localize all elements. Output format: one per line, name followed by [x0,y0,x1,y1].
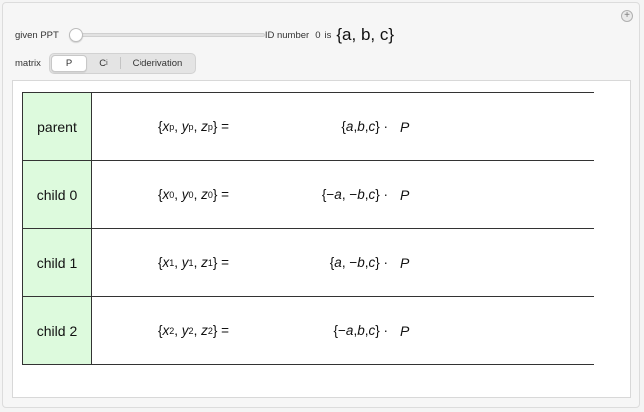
row-label: child 0 [22,161,92,228]
is-text: is [324,29,332,41]
tab-ci-derivation[interactable] [121,55,195,72]
coordinates-expression: { x 0 , y 0 , z 0 } = [158,187,229,202]
id-label: ID number [264,29,310,41]
matrix-symbol: P [400,186,410,203]
tab-p-label: P [65,57,73,69]
tab-ci-sub: i [106,59,108,67]
triple-expression: {− a , − b , c } · [321,187,388,202]
output-panel [12,80,631,398]
coordinates-expression: { x 1 , y 1 , z 1 } = [158,255,229,270]
matrix-symbol: P [400,118,410,135]
table-row [22,229,594,297]
matrix-selector [49,53,196,74]
slider-track[interactable] [69,33,265,37]
tab-p[interactable] [51,55,87,72]
table-row [22,161,594,229]
tab-ci-label: C [99,57,107,69]
matrix-label: matrix [15,57,41,69]
table-row [22,297,594,365]
coordinates-expression: { x p , y p , z p } = [158,119,229,134]
ppt-label: given PPT [15,29,59,41]
matrix-symbol: P [400,322,410,339]
id-value: 0 [315,29,321,41]
tab-ci-derivation-suffix: derivation [141,57,183,69]
coordinates-expression: { x 2 , y 2 , z 2 } = [158,323,229,338]
relation-table [22,92,594,365]
tab-ci[interactable] [87,55,119,72]
row-label: child 2 [22,297,92,364]
tab-ci-derivation-sub: i [139,59,142,67]
ppt-control-row [15,24,394,46]
matrix-control-row [15,52,196,74]
table-row [22,93,594,161]
triple-expression: {− a , b , c } · [333,323,388,338]
plus-icon[interactable]: + [621,10,633,22]
slider-thumb[interactable] [69,28,83,42]
matrix-symbol: P [400,254,410,271]
ppt-triple: {a, b, c} [336,25,395,44]
row-label: parent [22,93,92,160]
row-label: child 1 [22,229,92,296]
triple-expression: { a , − b , c } · [329,255,388,270]
tab-ci-derivation-label: C [132,57,140,69]
triple-expression: { a , b , c } · [341,119,388,134]
ppt-slider[interactable] [69,28,265,42]
